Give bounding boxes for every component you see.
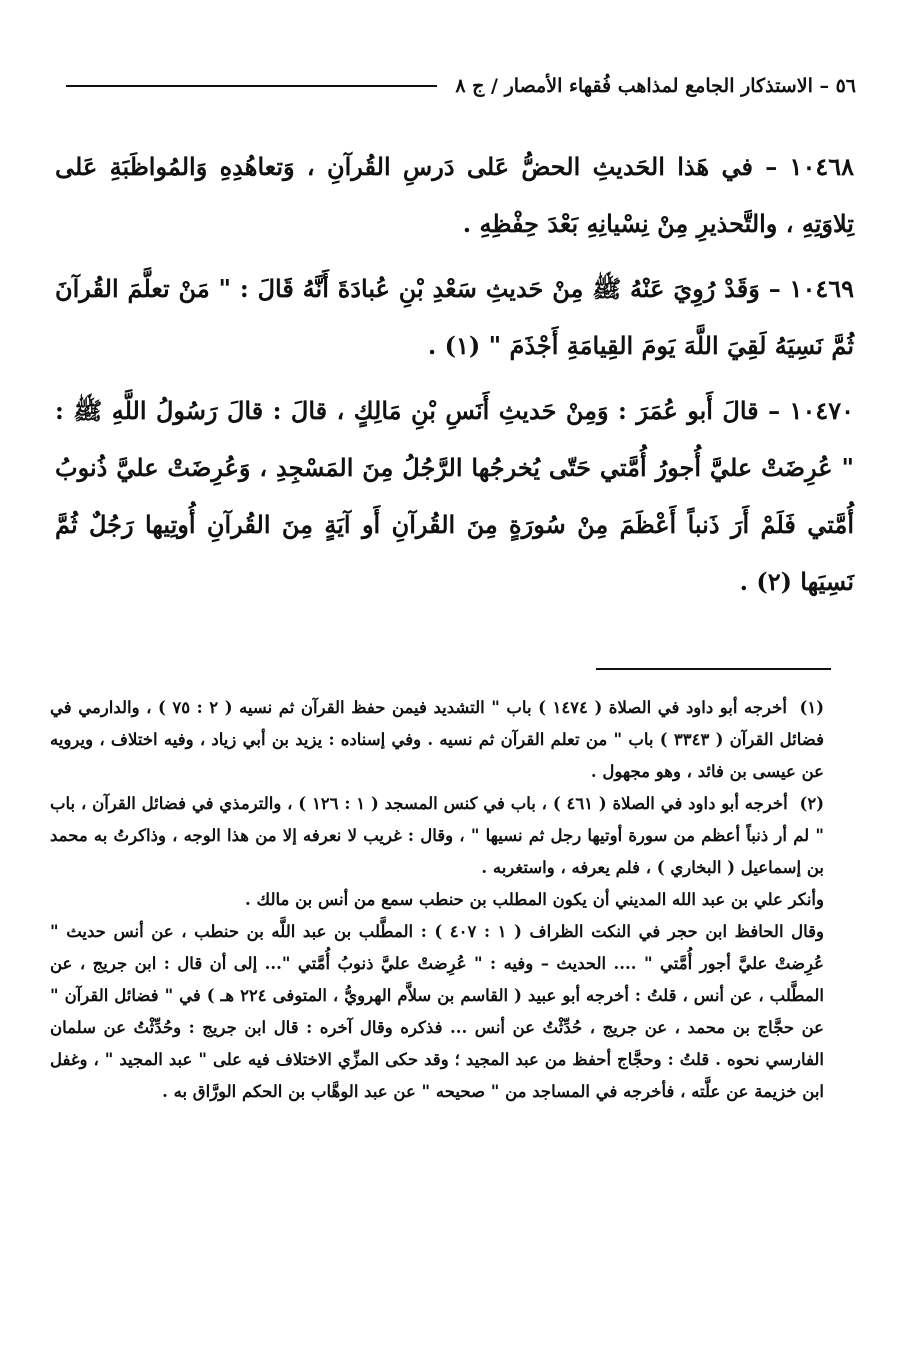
footnote-separator bbox=[596, 668, 831, 670]
footnote-2-continuation bbox=[50, 884, 824, 916]
page-header bbox=[60, 70, 856, 102]
speaker-attribution: قالَ أَبو عُمَرَ : bbox=[618, 396, 759, 425]
paragraph-number: ١٠٤٦٨ – bbox=[765, 152, 854, 181]
footnote-mark: (١) bbox=[799, 698, 824, 717]
paragraph-10469 bbox=[55, 260, 854, 374]
footnote-2-continuation bbox=[50, 916, 824, 1108]
header-rule bbox=[66, 85, 437, 87]
paragraph-text: في هَذا الحَديثِ الحضُّ عَلى دَرسِ القُرآنِ ، وَتعاهُدِهِ وَالمُواظَبَةِ عَلى تِلاوَتِهِ ، والتَّحذيرِ مِنْ نِسْيانِهِ بَعْدَ حِفْظِهِ . bbox=[55, 152, 854, 238]
paragraph-10468 bbox=[55, 138, 854, 252]
paragraph-text: وَمِنْ حَديثِ أَنَسِ بْنِ مَالِكٍ ، قالَ : قالَ رَسُولُ اللَّهِ ﷺ : " عُرِضَتْ عليَّ أُجورُ أُمَّتي حَتّى يُخرجُها الرَّجُلُ مِنَ المَسْجِدِ ، وَعُرِضَتْ عليَّ ذُنوبُ أُمَّتي فَلَمْ أَرَ ذَنباً أَعْظَمَ مِنْ سُورَةٍ مِنَ القُرآنِ أَو آيَةٍ مِنَ القُرآنِ أُوتِيها رَجُلٌ ثُمَّ نَسِيَها (٢) . bbox=[55, 396, 854, 596]
running-head: ٥٦ – الاستذكار الجامع لمذاهب فُقهاء الأمصار / ج ٨ bbox=[455, 75, 856, 97]
footnote-text: أخرجه أبو داود في الصلاة ( ٤٦١ ) ، باب في كنس المسجد ( ١ : ١٢٦ ) ، والترمذي في فضائل القرآن ، باب " لم أر ذنباً أعظم من سورة أوتيها رجل ثم نسيها " ، وقال : غريب لا نعرفه إلا من هذا الوجه ، وذاكرتُ به محمد بن إسماعيل ( البخاري ) ، فلم يعرفه ، واستغربه . bbox=[50, 794, 824, 877]
footnote-text: وأنكر علي بن عبد الله المديني أن يكون المطلب بن حنطب سمع من أنس بن مالك . bbox=[245, 890, 824, 909]
paragraph-10470 bbox=[55, 382, 854, 610]
paragraph-number: ١٠٤٧٠ – bbox=[768, 396, 854, 425]
main-text bbox=[55, 138, 854, 618]
footnote-2 bbox=[50, 788, 824, 884]
footnote-text: وقال الحافظ ابن حجر في النكت الظراف ( ١ : ٤٠٧ ) : المطَّلب بن عبد اللَّه بن حنطب ، عن أنس حديث " عُرِضتْ عليَّ أجور أُمَّتي " .... الحديث – وفيه : " عُرِضتْ عليَّ ذنوبُ أُمَّتي "... إلى أن قال : ابن جريج ، عن المطَّلب ، عن أنس ، قلتُ : أخرجه أبو عبيد ( القاسم بن سلاَّم الهرويُّ ، المتوفى ٢٢٤ هـ ) في " فضائل القرآن " عن حجَّاج بن محمد ، عن جريج ، حُدِّثْتُ عن أنس ... فذكره وقال آخره : قال ابن جريج : وحُدِّثْتُ عن سلمان الفارسي نحوه . قلتُ : وحجَّاج أحفظ من عبد المجيد ؛ وقد حكى المزِّي الاختلاف فيه على " عبد المجيد " ، وغفل ابن خزيمة عن علَّته ، فأخرجه في المساجد من " صحيحه " عن عبد الوهَّاب بن الحكم الورَّاق به . bbox=[50, 922, 824, 1101]
footnotes bbox=[50, 692, 824, 1108]
footnote-1 bbox=[50, 692, 824, 788]
footnote-mark: (٢) bbox=[799, 794, 825, 813]
footnote-text: أخرجه أبو داود في الصلاة ( ١٤٧٤ ) باب " التشديد فيمن حفظ القرآن ثم نسيه ( ٢ : ٧٥ ) ، والدارمي في فضائل القرآن ( ٣٣٤٣ ) باب " من تعلم القرآن ثم نسيه . وفي إسناده : يزيد بن أبي زياد ، وفيه اختلاف ، ويرويه عن عيسى بن فائد ، وهو مجهول . bbox=[50, 698, 824, 781]
paragraph-number: ١٠٤٦٩ – bbox=[768, 274, 854, 303]
paragraph-text: وَقَدْ رُوِيَ عَنْهُ ﷺ مِنْ حَديثِ سَعْدِ بْنِ عُبادَةَ أَنَّهُ قَالَ : " مَنْ تعلَّمَ القُرآنَ ثُمَّ نَسِيَهُ لَقِيَ اللَّهَ يَومَ القِيامَةِ أَجْذَمَ " (١) . bbox=[55, 274, 854, 360]
